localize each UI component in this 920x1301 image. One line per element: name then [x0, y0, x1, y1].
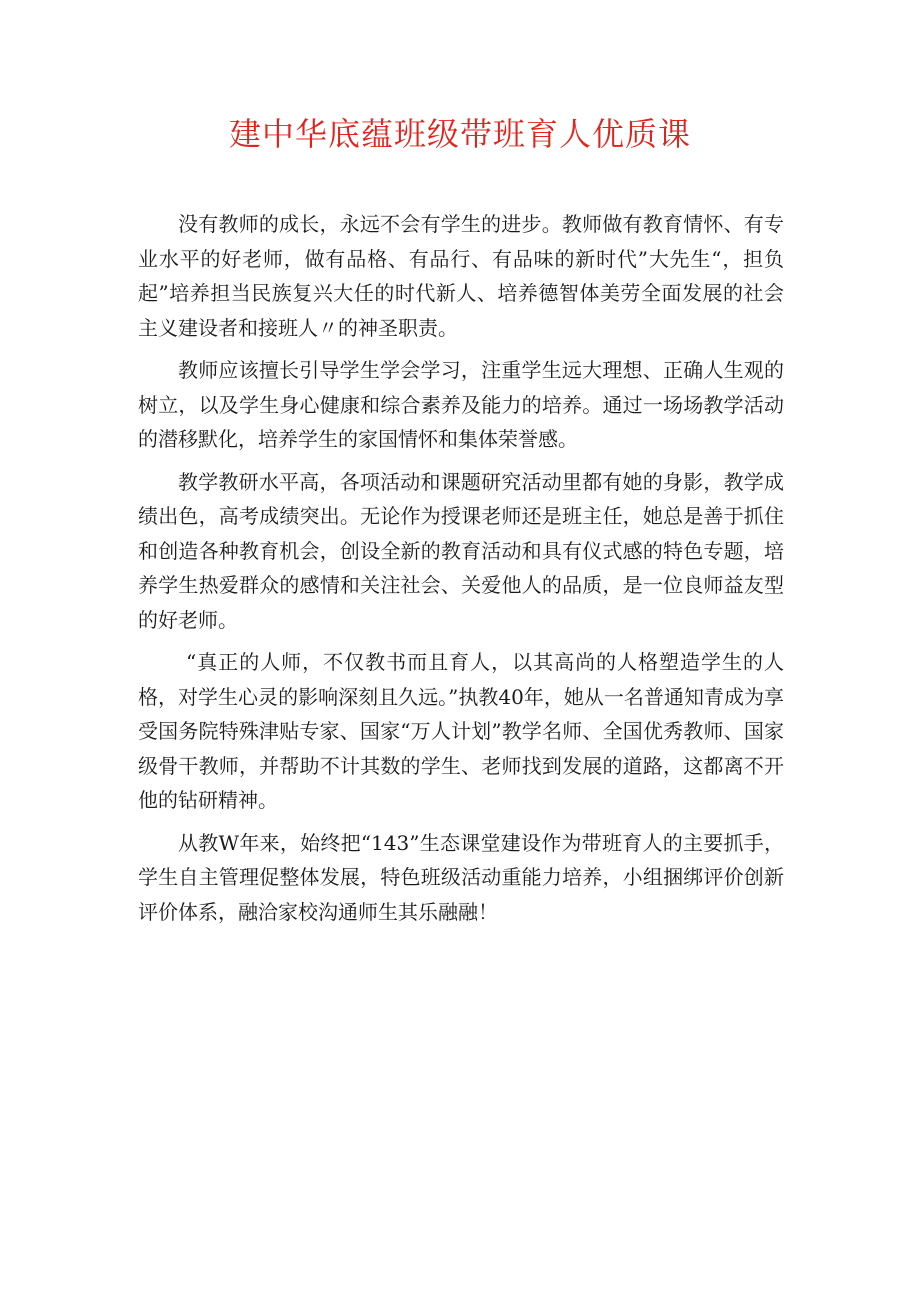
- document-title: 建中华底蕴班级带班育人优质课: [228, 115, 691, 153]
- paragraph-2: 教师应该擅长引导学生学会学习，注重学生远大理想、正确人生观的树立，以及学生身心健康和综合素养及能力的培养。通过一场场教学活动的潜移默化，培养学生的家国情怀和集体荣誉感。: [138, 358, 784, 451]
- paragraph-1: 没有教师的成长，永远不会有学生的进步。教师做有教育情怀、有专业水平的好老师，做有品格、有品行、有品味的新时代”大先生“，担负起”培养担当民族复兴大任的时代新人、培养德智体美劳全面发展的社会主义建设者和接班人〃的神圣职责。: [138, 212, 784, 340]
- document-body: [138, 207, 784, 937]
- paragraph-3: 教学教研水平高，各项活动和课题研究活动里都有她的身影，教学成绩出色，高考成绩突出。无论作为授课老师还是班主任，她总是善于抓住和创造各种教育机会，创设全新的教育活动和具有仪式感的特色专题，培养学生热爱群众的感情和关注社会、关爱他人的品质，是一位良师益友型的好老师。: [138, 469, 784, 632]
- paragraph-5: 从教W年来，始终把“143”生态课堂建设作为带班育人的主要抓手，学生自主管理促整体发展，特色班级活动重能力培养，小组捆绑评价创新评价体系，融洽家校沟通师生其乐融融！: [138, 830, 784, 924]
- paragraph-4: “真正的人师，不仅教书而且育人，以其高尚的人格塑造学生的人格，对学生心灵的影响深刻且久远。”执教40年，她从一名普通知青成为享受国务院特殊津贴专家、国家“万人计划”教学名师、全国优秀教师、国家级骨干教师，并帮助不计其数的学生、老师找到发展的道路，这都离不开他的钻研精神。: [138, 650, 784, 812]
